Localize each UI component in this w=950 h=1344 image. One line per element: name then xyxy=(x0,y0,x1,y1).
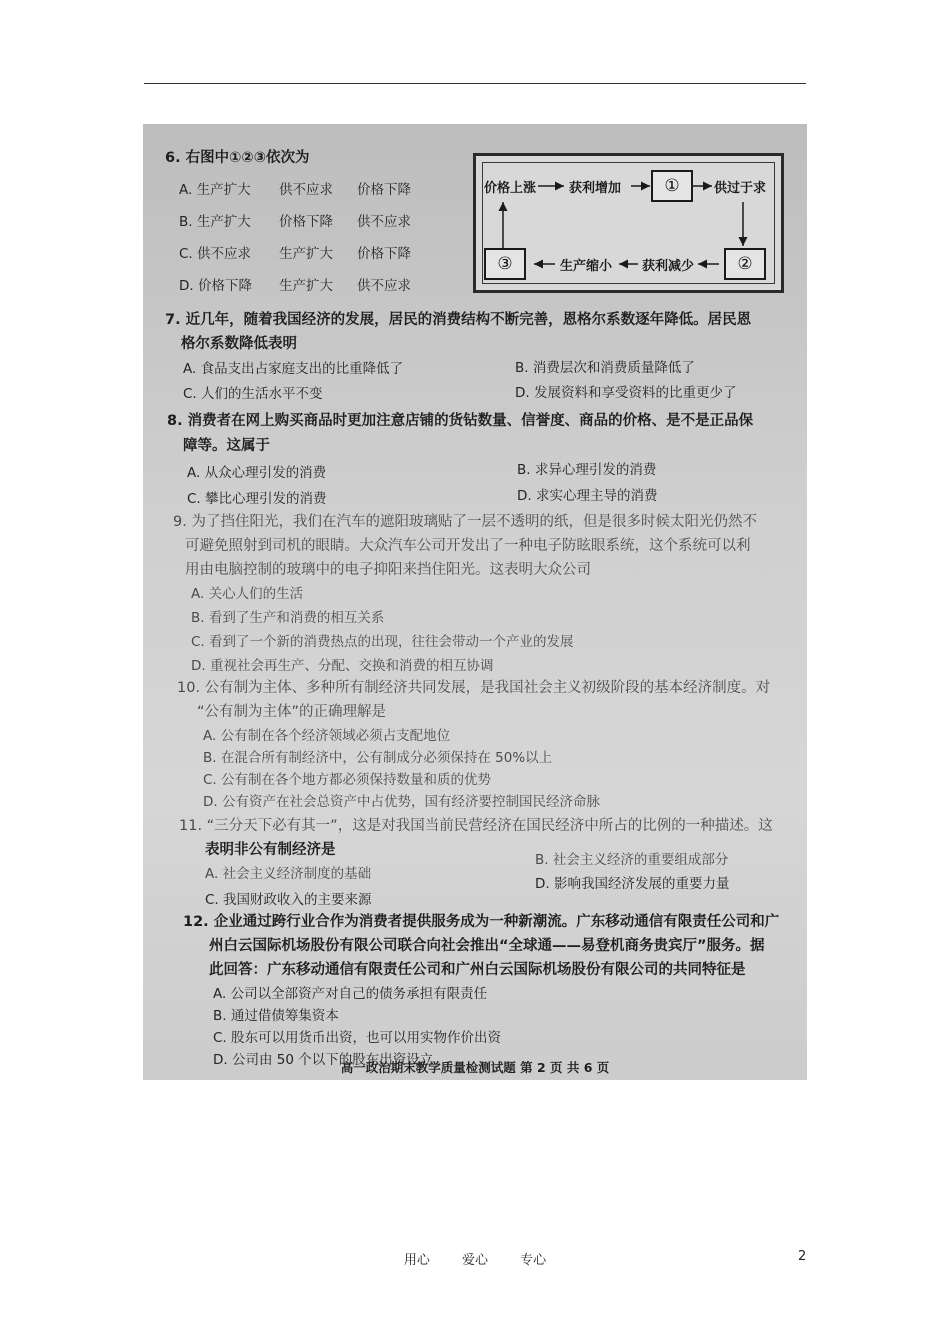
footer-word-3: 专心 xyxy=(520,1253,547,1268)
q10-option-d: D. 公有资产在社会总资产中占优势，国有经济要控制国民经济命脉 xyxy=(203,794,600,810)
q9-stem-line2: 可避免照射到司机的眼睛。大众汽车公司开发出了一种电子防眩眼系统，这个系统可以利 xyxy=(185,538,751,554)
q6-option-c-3: 价格下降 xyxy=(357,246,411,262)
page-number: 2 xyxy=(798,1249,807,1264)
q12-option-c: C. 股东可以用货币出资，也可以用实物作价出资 xyxy=(213,1030,502,1046)
q9-stem-line3: 用由电脑控制的玻璃中的电子抑阳来挡住阳光。这表明大众公司 xyxy=(185,562,591,578)
q6-option-b-1: B. 生产扩大 xyxy=(179,214,251,230)
q7-stem-line1: 7. 近几年，随着我国经济的发展，居民的消费结构不断完善，恩格尔系数逐年降低。居民恩 xyxy=(165,312,752,328)
q6-option-a-1: A. 生产扩大 xyxy=(179,182,251,198)
q8-option-c: C. 攀比心理引发的消费 xyxy=(187,491,327,507)
q7-option-c: C. 人们的生活水平不变 xyxy=(183,386,323,402)
q8-stem-line1: 8. 消费者在网上购买商品时更加注意店铺的货钻数量、信誉度、商品的价格、是不是正品保 xyxy=(167,413,754,429)
diagram-profit-up: 获利增加 xyxy=(569,181,622,196)
q8-option-d: D. 求实心理主导的消费 xyxy=(517,488,658,504)
q11-stem-line2: 表明非公有制经济是 xyxy=(205,842,336,858)
diagram-production-down: 生产缩小 xyxy=(560,259,613,274)
q6-option-a-3: 价格下降 xyxy=(357,182,411,198)
q8-stem-line2: 障等。这属于 xyxy=(183,438,270,454)
q12-stem-line3: 此回答：广东移动通信有限责任公司和广州白云国际机场股份有限公司的共同特征是 xyxy=(209,962,746,978)
q6-option-a-2: 供不应求 xyxy=(279,182,333,198)
q6-stem: 6. 右图中①②③依次为 xyxy=(165,150,310,166)
q6-option-c-2: 生产扩大 xyxy=(279,246,333,262)
q7-option-b: B. 消费层次和消费质量降低了 xyxy=(515,360,695,376)
diagram-supply-exceeds-demand: 供过于求 xyxy=(714,181,767,196)
q11-stem-line1: 11. “三分天下必有其一”，这是对我国当前民营经济在国民经济中所占的比例的一种描述。这 xyxy=(179,818,773,834)
footer-word-2: 爱心 xyxy=(461,1253,488,1268)
q12-option-a: A. 公司以全部资产对自己的债务承担有限责任 xyxy=(213,986,488,1002)
page-footer xyxy=(0,1249,950,1268)
diagram-profit-down: 获利减少 xyxy=(642,259,695,274)
q9-option-d: D. 重视社会再生产、分配、交换和消费的相互协调 xyxy=(191,658,494,674)
q10-option-c: C. 公有制在各个地方都必须保持数量和质的优势 xyxy=(203,772,492,788)
scan-page-footer: 高一政治期末教学质量检测试题 第 2 页 共 6 页 xyxy=(340,1060,610,1075)
q8-option-b: B. 求异心理引发的消费 xyxy=(517,462,657,478)
q12-stem-line2: 州白云国际机场股份有限公司联合向社会推出“全球通——易登机商务贵宾厅”服务。据 xyxy=(209,938,765,954)
q10-option-a: A. 公有制在各个经济领域必须占支配地位 xyxy=(203,728,451,744)
q6-option-d-1: D. 价格下降 xyxy=(179,278,252,294)
q12-stem-line1: 12. 企业通过跨行业合作为消费者提供服务成为一种新潮流。广东移动通信有限责任公司和广 xyxy=(183,914,780,930)
q7-stem-line2: 格尔系数降低表明 xyxy=(181,336,297,352)
header-rule xyxy=(144,83,806,84)
q10-stem-line2: “公有制为主体”的正确理解是 xyxy=(197,704,387,720)
q11-option-b: B. 社会主义经济的重要组成部分 xyxy=(535,852,729,868)
q7-option-d: D. 发展资料和享受资料的比重更少了 xyxy=(515,385,737,401)
q7-option-a: A. 食品支出占家庭支出的比重降低了 xyxy=(183,361,404,377)
diagram-box-2: ② xyxy=(724,248,766,280)
q12-option-b: B. 通过借债筹集资本 xyxy=(213,1008,339,1024)
market-cycle-diagram xyxy=(473,153,784,293)
q11-option-d: D. 影响我国经济发展的重要力量 xyxy=(535,876,730,892)
q11-option-a: A. 社会主义经济制度的基础 xyxy=(205,866,372,882)
q6-option-d-2: 生产扩大 xyxy=(279,278,333,294)
q10-option-b: B. 在混合所有制经济中，公有制成分必须保持在 50%以上 xyxy=(203,750,553,766)
q8-option-a: A. 从众心理引发的消费 xyxy=(187,465,327,481)
footer-word-1: 用心 xyxy=(403,1253,430,1268)
diagram-box-1: ① xyxy=(651,170,693,202)
diagram-box-3: ③ xyxy=(484,248,526,280)
q6-option-d-3: 供不应求 xyxy=(357,278,411,294)
q12-option-d: D. 公司由 50 个以下的股东出资设立 xyxy=(213,1052,434,1068)
q6-option-c-1: C. 供不应求 xyxy=(179,246,252,262)
q9-option-a: A. 关心人们的生活 xyxy=(191,586,304,602)
q9-option-c: C. 看到了一个新的消费热点的出现，往往会带动一个产业的发展 xyxy=(191,634,574,650)
q6-option-b-3: 供不应求 xyxy=(357,214,411,230)
q10-stem-line1: 10. 公有制为主体、多种所有制经济共同发展，是我国社会主义初级阶段的基本经济制度。对 xyxy=(177,680,771,696)
scanned-exam-page xyxy=(143,124,807,1080)
q6-option-b-2: 价格下降 xyxy=(279,214,333,230)
q9-option-b: B. 看到了生产和消费的相互关系 xyxy=(191,610,385,626)
q9-stem-line1: 9. 为了挡住阳光，我们在汽车的遮阳玻璃贴了一层不透明的纸，但是很多时候太阳光仍然不 xyxy=(173,514,757,530)
q11-option-c: C. 我国财政收入的主要来源 xyxy=(205,892,372,908)
diagram-price-up: 价格上涨 xyxy=(484,181,537,196)
